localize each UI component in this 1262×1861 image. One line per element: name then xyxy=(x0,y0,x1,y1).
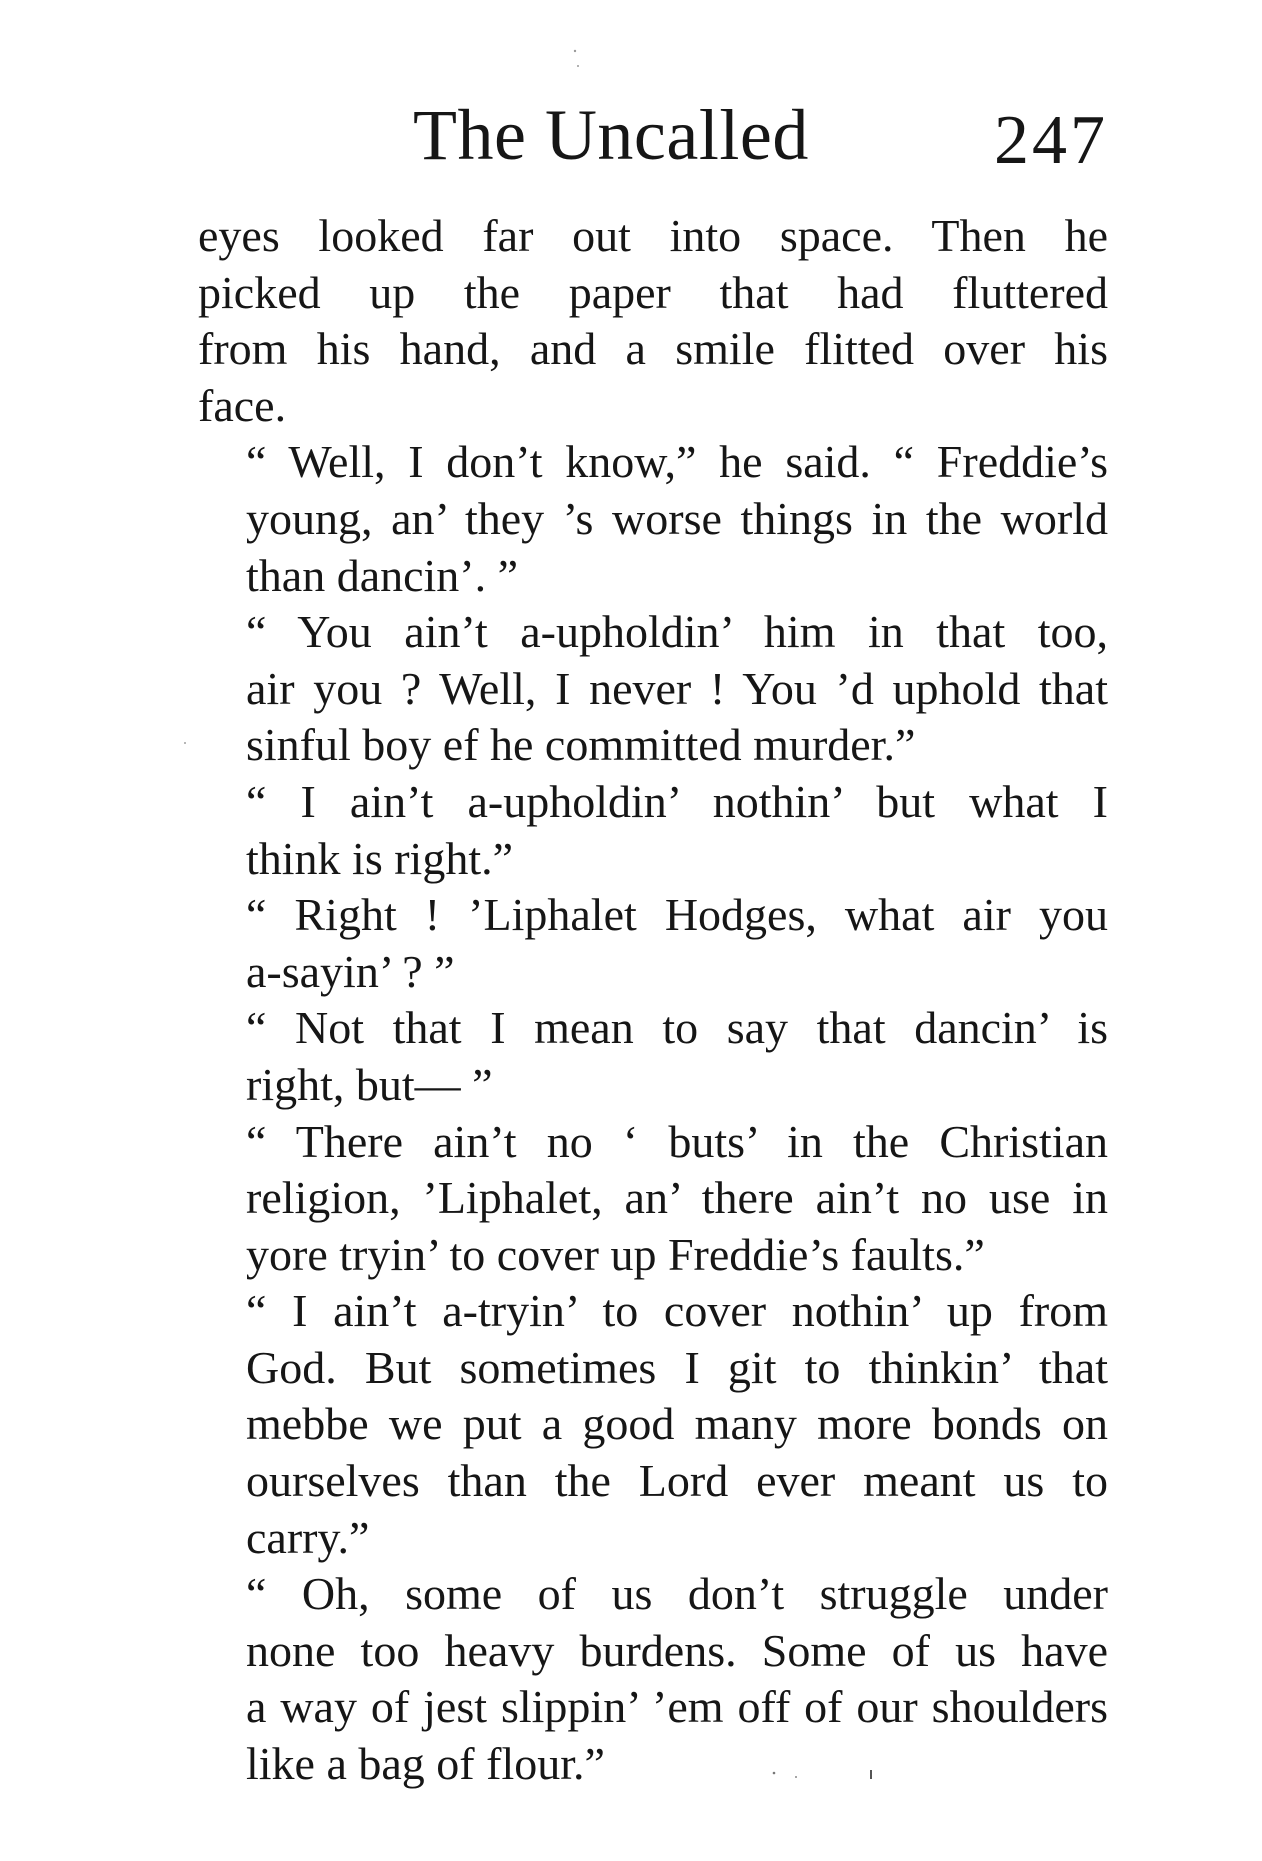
text-line: than dancin’. ” xyxy=(246,549,519,601)
text-line: religion, ’Liphalet, an’ there ain’t no use in xyxy=(246,1172,1108,1224)
text-line: “ Not that I mean to say that dancin’ is xyxy=(246,1002,1108,1054)
paragraph xyxy=(198,887,1108,1000)
paragraph xyxy=(198,1114,1108,1284)
text-line: air you ? Well, I never ! You ’d uphold that xyxy=(246,662,1108,714)
text-line: “ Right ! ’Liphalet Hodges, what air you xyxy=(246,889,1108,941)
paragraph xyxy=(198,434,1108,604)
text-line: “ Oh, some of us don’t struggle under xyxy=(246,1568,1108,1620)
text-line: “ You ain’t a-upholdin’ him in that too, xyxy=(246,606,1108,658)
running-title: The Uncalled xyxy=(413,95,809,175)
text-line: think is right.” xyxy=(246,832,514,884)
text-line: none too heavy burdens. Some of us have xyxy=(246,1624,1108,1676)
text-line: “ Well, I don’t know,” he said. “ Freddie’s xyxy=(246,436,1108,488)
text-line: face. xyxy=(198,379,287,431)
text-line: sinful boy ef he committed murder.” xyxy=(246,719,916,771)
text-line: a-sayin’ ? ” xyxy=(246,945,455,997)
body-text xyxy=(198,208,1108,1793)
page-number: 247 xyxy=(994,102,1108,179)
scan-speck xyxy=(574,50,576,52)
scan-speck xyxy=(577,65,579,67)
paragraph xyxy=(198,208,1108,434)
text-line: carry.” xyxy=(246,1511,370,1563)
paragraph xyxy=(198,604,1108,774)
text-line: “ I ain’t a-upholdin’ nothin’ but what I xyxy=(246,775,1108,827)
paragraph xyxy=(198,1000,1108,1113)
text-line: yore tryin’ to cover up Freddie’s faults.” xyxy=(246,1228,985,1280)
text-line: from his hand, and a smile flitted over his xyxy=(198,323,1108,375)
paragraph xyxy=(198,774,1108,887)
text-line: young, an’ they ’s worse things in the world xyxy=(246,492,1108,544)
text-line: ourselves than the Lord ever meant us to xyxy=(246,1455,1108,1507)
text-line: a way of jest slippin’ ’em off of our shoulders xyxy=(246,1681,1108,1733)
text-line: mebbe we put a good many more bonds on xyxy=(246,1398,1108,1450)
scan-speck xyxy=(184,742,186,744)
paragraph xyxy=(198,1283,1108,1566)
paragraph xyxy=(198,1566,1108,1792)
text-line: “ I ain’t a-tryin’ to cover nothin’ up from xyxy=(246,1285,1108,1337)
text-line: like a bag of flour.” xyxy=(246,1738,605,1790)
running-head xyxy=(198,90,1108,180)
text-line: “ There ain’t no ‘ buts’ in the Christian xyxy=(246,1115,1108,1167)
text-line: picked up the paper that had fluttered xyxy=(198,266,1108,318)
text-line: eyes looked far out into space. Then he xyxy=(198,210,1108,261)
text-line: God. But sometimes I git to thinkin’ that xyxy=(246,1341,1108,1393)
text-line: right, but— ” xyxy=(246,1058,493,1110)
